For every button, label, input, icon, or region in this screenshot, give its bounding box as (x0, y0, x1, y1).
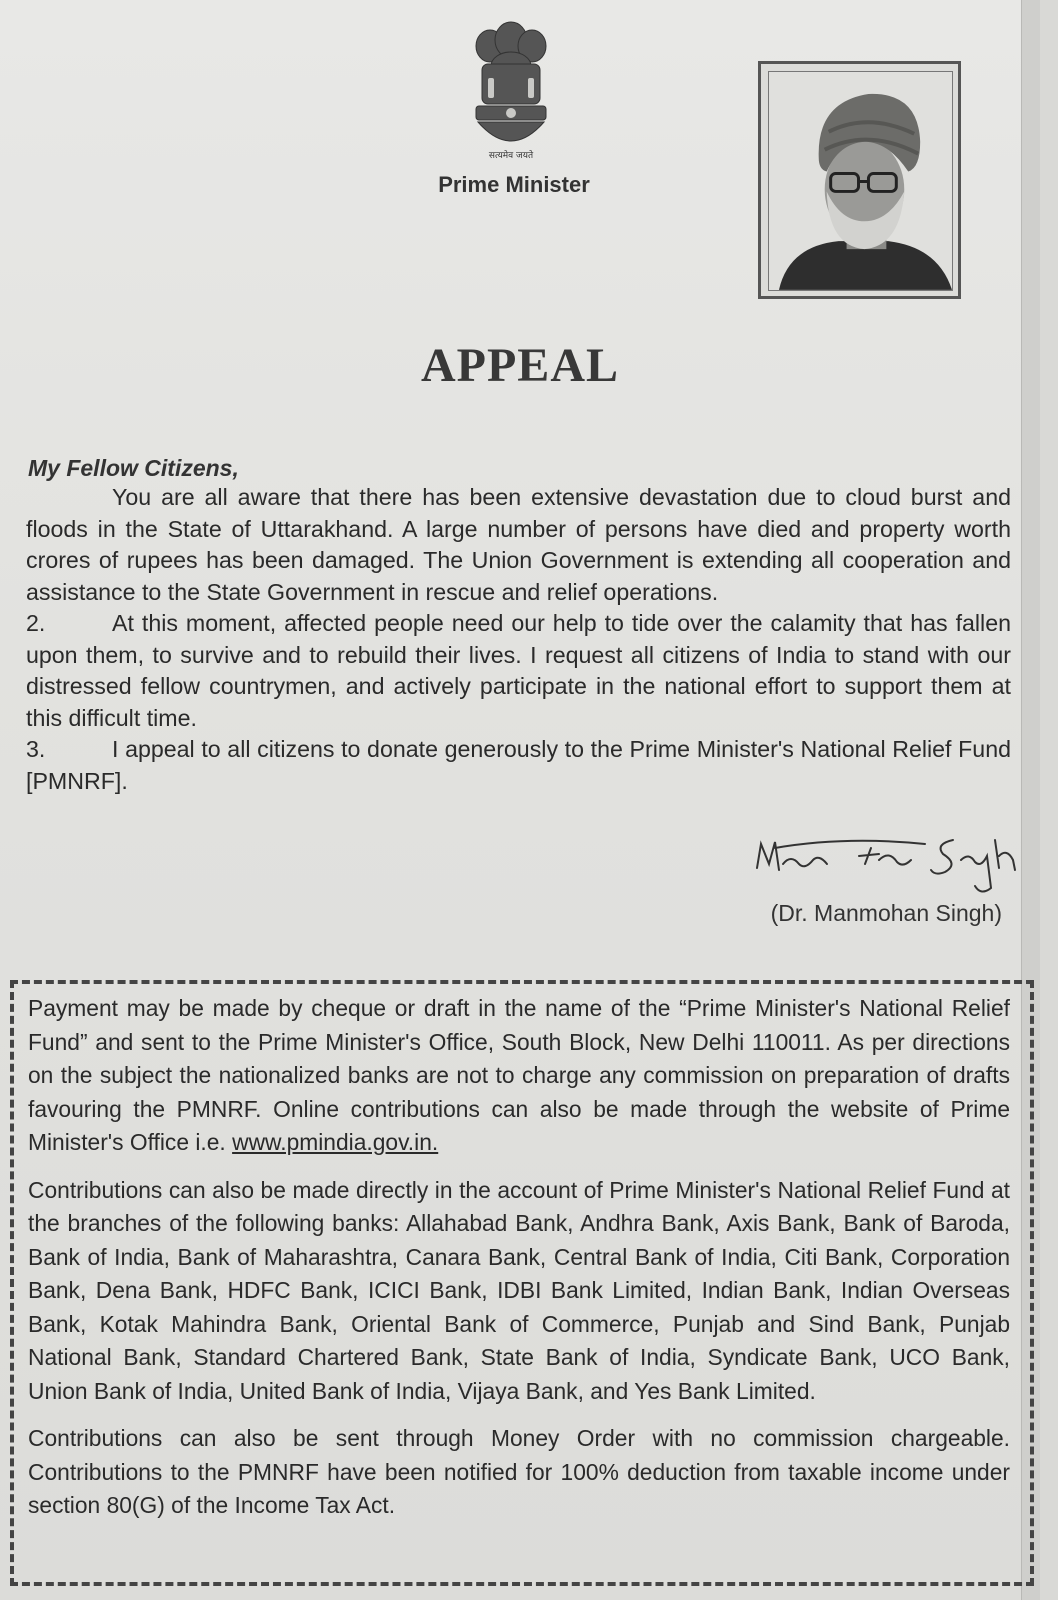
salutation: My Fellow Citizens, (28, 455, 239, 481)
payment-paragraph-2: Contributions can also be made directly in the account of Prime Minister's National Relief Fund at the branches of the following banks: Allahabad Bank, Andhra Bank, Axis Bank, Bank of Baroda, Bank of India, Bank of Maharashtra, Canara Bank, Central Bank of India, Citi Bank, Corporation Bank, Dena Bank, HDFC Bank, ICICI Bank, IDBI Bank Limited, Indian Bank, Indian Overseas Bank, Kotak Mahindra Bank, Oriental Bank of Commerce, Punjab and Sind Bank, Punjab National Bank, Standard Chartered Bank, State Bank of India, Syndicate Bank, UCO Bank, Union Bank of India, United Bank of India, Vijaya Bank, and Yes Bank Limited. (28, 1176, 1010, 1404)
pmindia-website-link[interactable]: www.pmindia.gov.in. (232, 1129, 439, 1155)
letter-para2-text: At this moment, affected people need our help to tide over the calamity that has fallen upon them, to survive and to rebuild their lives. I request all citizens of India to stand with our distressed fellow countrymen, and actively participate in the national effort to support them at this difficult time. (26, 610, 1011, 731)
payment-paragraph-1 (28, 992, 1010, 1160)
letter-paragraph-2 (26, 608, 1011, 734)
letter-para3-text: I appeal to all citizens to donate generously to the Prime Minister's National Relief Fund [PMNRF]. (26, 736, 1011, 794)
letter-paragraph-3 (26, 734, 1011, 797)
signature-image (755, 830, 1025, 900)
para3-number: 3. (26, 736, 46, 762)
emblem-motto: सत्यमेव जयते (488, 151, 534, 161)
portrait-image (769, 72, 952, 290)
payment-info-box (10, 980, 1034, 1586)
signer-name: (Dr. Manmohan Singh) (770, 900, 1002, 926)
appeal-heading: APPEAL (421, 339, 619, 392)
para2-number: 2. (26, 610, 46, 636)
letter-body (26, 482, 1011, 797)
header-title: Prime Minister (438, 172, 590, 197)
payment-para1-text: Payment may be made by cheque or draft in the name of the “Prime Minister's National Relief Fund” and sent to the Prime Minister's Office, South Block, New Delhi 110011. As per directions on the subject the nationalized banks are not to charge any commission on preparation of drafts favouring the PMNRF. Online contributions can also be made through the website of Prime Minister's Office i.e. (28, 995, 1010, 1155)
payment-paragraph-3: Contributions can also be sent through Money Order with no commission chargeable. Contributions to the PMNRF have been notified for 100% deduction from taxable income under section 80(G) of the Income Tax Act. (28, 1425, 1010, 1518)
letter-para1-text: You are all aware that there has been extensive devastation due to cloud burst and floods in the State of Uttarakhand. A large number of persons have died and property worth crores of rupees has been damaged. The Union Government is extending all cooperation and assistance to the State Government in rescue and relief operations. (26, 484, 1011, 605)
letter-paragraph-1 (26, 482, 1011, 608)
national-emblem-icon (468, 20, 554, 170)
portrait-photo (758, 61, 961, 299)
